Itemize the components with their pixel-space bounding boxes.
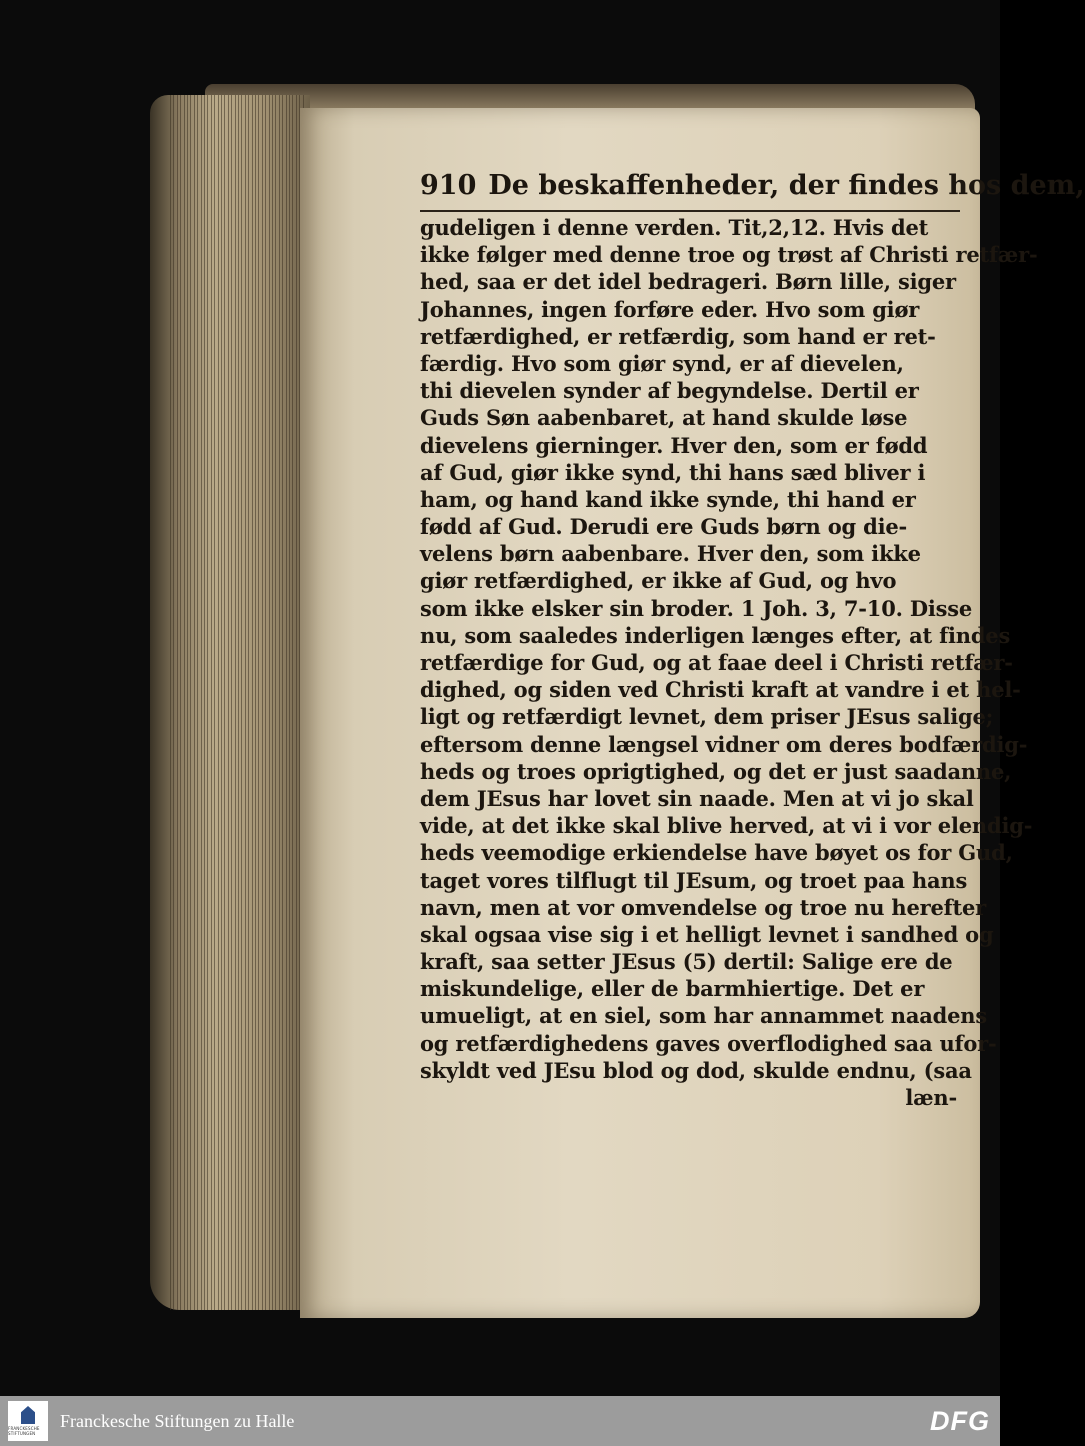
page-edge-strip: [228, 95, 229, 1310]
page-edge-strip: [197, 95, 198, 1310]
page-edge-strip: [248, 95, 249, 1310]
page-edge-strip: [218, 95, 219, 1310]
page-edge-strip: [289, 95, 290, 1310]
logo-text: FRANCKESCHE STIFTUNGEN: [8, 1426, 40, 1436]
text-line: dighed, og siden ved Christi kraft at vandre i et hel-: [420, 677, 1021, 703]
page-edge-strip: [211, 95, 212, 1310]
page-edge-strip: [262, 95, 263, 1310]
text-line: gudeligen i denne verden. Tit,2,12. Hvis det: [420, 215, 929, 240]
text-line: dievelens gierninger. Hver den, som er fødd: [420, 432, 928, 458]
text-line: giør retfærdighed, er ikke af Gud, og hvo: [420, 568, 897, 594]
page-body-text: [420, 214, 1038, 1111]
page-edge-strip: [279, 95, 280, 1310]
franckesche-logo[interactable]: [8, 1401, 48, 1441]
page-edge-strip: [184, 95, 185, 1310]
page-edge-strip: [224, 95, 225, 1310]
book-page-edges: [150, 95, 310, 1310]
page-edge-strip: [272, 95, 273, 1310]
page-edge-strip: [170, 95, 171, 1310]
page-edge-strip: [201, 95, 202, 1310]
text-line: thi dievelen synder af begyndelse. Dertil er: [420, 378, 919, 404]
footer-bar: [0, 1396, 1000, 1446]
page-edge-strip: [190, 95, 191, 1310]
text-line: nu, som saaledes inderligen længes efter, at findes: [420, 622, 1011, 648]
text-line: ikke følger med denne troe og trøst af Christi retfær-: [420, 242, 1038, 268]
dfg-logo[interactable]: DFG: [930, 1405, 990, 1436]
page-edge-strip: [296, 95, 297, 1310]
text-line: kraft, saa setter JEsus (5) dertil: Salige ere de: [420, 949, 953, 975]
text-line: eftersom denne længsel vidner om deres bodfærdig-: [420, 731, 1028, 757]
text-line: retfærdige for Gud, og at faae deel i Christi retfær-: [420, 650, 1013, 675]
page-edge-strip: [275, 95, 276, 1310]
text-line: færdig. Hvo som giør synd, er af dievelen,: [420, 350, 904, 376]
institution-name: Franckesche Stiftungen zu Halle: [60, 1410, 295, 1431]
text-line: Johannes, ingen forføre eder. Hvo som giør: [420, 296, 920, 322]
page-edge-strip: [252, 95, 253, 1310]
text-line: ham, og hand kand ikke synde, thi hand er: [420, 486, 916, 512]
page-number: 910: [420, 170, 477, 201]
text-line: ligt og retfærdigt levnet, dem priser JEsus salige;: [420, 704, 994, 730]
page-edge-strip: [241, 95, 242, 1310]
page-edge-strip: [255, 95, 256, 1310]
text-line: af Gud, giør ikke synd, thi hans sæd bliver i: [420, 459, 926, 485]
page-edge-strip: [173, 95, 174, 1310]
page-edge-strip: [187, 95, 188, 1310]
page-edge-strip: [282, 95, 283, 1310]
text-line: og retfærdighedens gaves overflodighed saa ufor-: [420, 1030, 997, 1056]
page-edge-strip: [235, 95, 236, 1310]
book-top-edge: [205, 84, 975, 110]
text-line: Guds Søn aabenbaret, at hand skulde løse: [420, 405, 908, 431]
text-line: vide, at det ikke skal blive herved, at vi i vor elendig-: [420, 813, 1033, 839]
text-line: navn, men at vor omvendelse og troe nu herefter: [420, 894, 987, 920]
running-head: De beskaffenheder, der findes hos dem,: [488, 170, 1085, 201]
page-edge-strip: [292, 95, 293, 1310]
text-line: umueligt, at en siel, som har annammet naadens: [420, 1003, 987, 1029]
page-edge-strip: [265, 95, 266, 1310]
text-line: hed, saa er det idel bedrageri. Børn lille, siger: [420, 269, 956, 295]
page-edge-strip: [177, 95, 178, 1310]
text-line: fødd af Gud. Derudi ere Guds børn og die-: [420, 514, 908, 540]
text-line: skyldt ved JEsu blod og dod, skulde endnu, (saa: [420, 1057, 972, 1083]
text-line: heds veemodige erkiendelse have bøyet os for Gud,: [420, 840, 1013, 866]
text-line: heds og troes oprigtighed, og det er just saadanne,: [420, 758, 1012, 784]
page-edge-strip: [258, 95, 259, 1310]
page-edge-strip: [231, 95, 232, 1310]
text-line: taget vores tilflugt til JEsum, og troet paa hans: [420, 867, 968, 893]
page-edge-strip: [221, 95, 222, 1310]
building-icon: [21, 1406, 35, 1424]
page-edge-strip: [238, 95, 239, 1310]
page-edge-strip: [269, 95, 270, 1310]
text-line: miskundelige, eller de barmhiertige. Det er: [420, 976, 925, 1002]
text-line: dem JEsus har lovet sin naade. Men at vi jo skal: [420, 785, 974, 811]
page-edge-strip: [214, 95, 215, 1310]
page-edge-strip: [194, 95, 195, 1310]
page-edge-strip: [204, 95, 205, 1310]
text-line: retfærdighed, er retfærdig, som hand er ret-: [420, 323, 936, 349]
text-line: som ikke elsker sin broder. 1 Joh. 3, 7-10. Disse: [420, 595, 973, 621]
page-edge-strip: [180, 95, 181, 1310]
page-edge-strip: [245, 95, 246, 1310]
catchword: læn-: [905, 1085, 957, 1110]
page-edge-strip: [207, 95, 208, 1310]
page-header: [420, 170, 1085, 212]
text-line: velens børn aabenbare. Hver den, som ikke: [420, 541, 921, 567]
text-line: skal ogsaa vise sig i et helligt levnet i sandhed og: [420, 921, 994, 947]
page-edge-strip: [286, 95, 287, 1310]
